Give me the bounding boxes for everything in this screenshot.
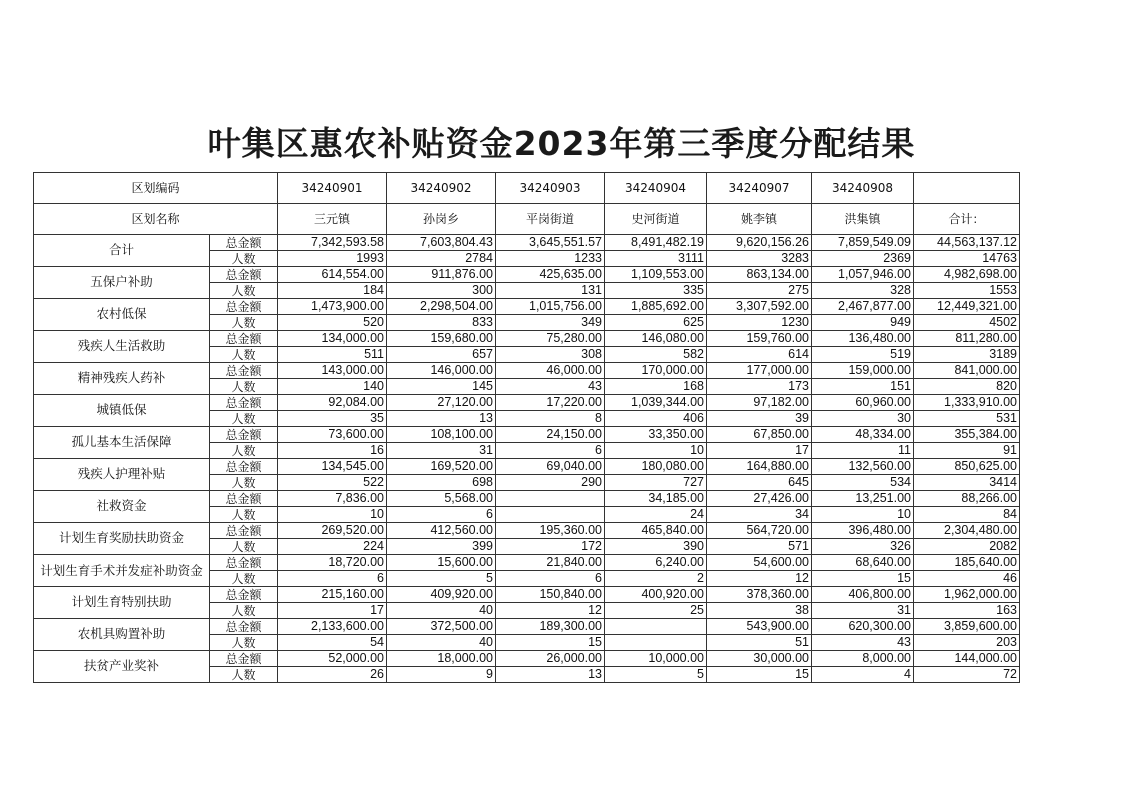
amount-cell: 146,000.00 [387,363,496,379]
people-cell: 833 [387,315,496,331]
people-cell: 24 [605,507,707,523]
amount-cell: 67,850.00 [707,427,812,443]
people-cell: 38 [707,603,812,619]
amount-cell: 2,304,480.00 [914,523,1020,539]
table-row-amount [34,587,1020,603]
amount-cell: 18,000.00 [387,651,496,667]
people-cell: 10 [812,507,914,523]
amount-cell: 75,280.00 [496,331,605,347]
amount-cell: 543,900.00 [707,619,812,635]
table-row-amount [34,427,1020,443]
table-row-amount [34,363,1020,379]
amount-cell: 863,134.00 [707,267,812,283]
amount-cell: 269,520.00 [278,523,387,539]
amount-cell: 108,100.00 [387,427,496,443]
header-name-cell: 姚李镇 [707,204,812,235]
people-cell: 390 [605,539,707,555]
category-name: 合计 [34,235,210,267]
people-cell: 399 [387,539,496,555]
amount-cell: 425,635.00 [496,267,605,283]
people-cell: 8 [496,411,605,427]
amount-cell: 620,300.00 [812,619,914,635]
people-cell: 5 [605,667,707,683]
amount-cell: 4,982,698.00 [914,267,1020,283]
amount-cell: 13,251.00 [812,491,914,507]
people-cell: 151 [812,379,914,395]
amount-cell: 34,185.00 [605,491,707,507]
header-code-cell: 34240904 [605,173,707,204]
amount-label: 总金额 [210,267,278,283]
people-cell: 1993 [278,251,387,267]
header-code-cell: 34240908 [812,173,914,204]
amount-label: 总金额 [210,555,278,571]
amount-cell: 146,080.00 [605,331,707,347]
people-label: 人数 [210,635,278,651]
amount-label: 总金额 [210,491,278,507]
amount-cell: 21,840.00 [496,555,605,571]
people-cell: 698 [387,475,496,491]
people-cell: 520 [278,315,387,331]
people-cell: 9 [387,667,496,683]
category-name: 城镇低保 [34,395,210,427]
amount-cell: 73,600.00 [278,427,387,443]
people-label: 人数 [210,475,278,491]
amount-label: 总金额 [210,395,278,411]
people-cell: 2784 [387,251,496,267]
people-cell: 326 [812,539,914,555]
amount-cell: 143,000.00 [278,363,387,379]
table-row-amount [34,331,1020,347]
amount-cell: 46,000.00 [496,363,605,379]
people-cell: 534 [812,475,914,491]
people-cell: 39 [707,411,812,427]
amount-cell: 134,545.00 [278,459,387,475]
people-cell: 16 [278,443,387,459]
people-cell: 949 [812,315,914,331]
header-code-cell [914,173,1020,204]
people-label: 人数 [210,251,278,267]
amount-cell: 2,467,877.00 [812,299,914,315]
amount-cell: 811,280.00 [914,331,1020,347]
people-cell: 328 [812,283,914,299]
amount-cell: 164,880.00 [707,459,812,475]
amount-cell: 17,220.00 [496,395,605,411]
table-row-amount [34,491,1020,507]
table-row-amount [34,299,1020,315]
people-cell: 15 [496,635,605,651]
people-label: 人数 [210,539,278,555]
people-cell: 571 [707,539,812,555]
amount-cell: 185,640.00 [914,555,1020,571]
people-cell: 614 [707,347,812,363]
amount-cell: 396,480.00 [812,523,914,539]
amount-label: 总金额 [210,523,278,539]
people-cell: 163 [914,603,1020,619]
people-label: 人数 [210,411,278,427]
people-cell: 35 [278,411,387,427]
category-name: 社救资金 [34,491,210,523]
people-cell: 91 [914,443,1020,459]
category-name: 计划生育特别扶助 [34,587,210,619]
amount-cell: 24,150.00 [496,427,605,443]
people-cell: 31 [812,603,914,619]
people-cell: 308 [496,347,605,363]
amount-cell: 30,000.00 [707,651,812,667]
table-row-amount [34,235,1020,251]
amount-label: 总金额 [210,235,278,251]
people-cell: 1553 [914,283,1020,299]
amount-cell: 136,480.00 [812,331,914,347]
amount-cell: 144,000.00 [914,651,1020,667]
people-cell: 84 [914,507,1020,523]
amount-cell: 132,560.00 [812,459,914,475]
amount-cell: 372,500.00 [387,619,496,635]
people-cell: 184 [278,283,387,299]
amount-cell: 1,015,756.00 [496,299,605,315]
header-name-cell: 史河街道 [605,204,707,235]
header-name-cell: 洪集镇 [812,204,914,235]
people-cell: 31 [387,443,496,459]
table-row-amount [34,267,1020,283]
people-cell: 511 [278,347,387,363]
amount-cell: 1,039,344.00 [605,395,707,411]
people-label: 人数 [210,443,278,459]
amount-label: 总金额 [210,363,278,379]
people-cell: 3414 [914,475,1020,491]
amount-cell: 3,645,551.57 [496,235,605,251]
people-cell: 15 [707,667,812,683]
amount-cell: 159,680.00 [387,331,496,347]
people-cell: 5 [387,571,496,587]
people-cell: 145 [387,379,496,395]
people-cell: 46 [914,571,1020,587]
amount-cell: 92,084.00 [278,395,387,411]
people-label: 人数 [210,667,278,683]
people-cell: 131 [496,283,605,299]
people-cell: 17 [278,603,387,619]
people-label: 人数 [210,603,278,619]
amount-cell: 134,000.00 [278,331,387,347]
table-row-amount [34,395,1020,411]
amount-cell: 2,298,504.00 [387,299,496,315]
people-cell: 14763 [914,251,1020,267]
header-name-label: 区划名称 [34,204,278,235]
amount-cell: 195,360.00 [496,523,605,539]
table-body [34,173,1020,683]
people-cell: 26 [278,667,387,683]
people-cell: 625 [605,315,707,331]
amount-cell: 6,240.00 [605,555,707,571]
people-cell: 531 [914,411,1020,427]
people-cell: 727 [605,475,707,491]
amount-cell: 8,491,482.19 [605,235,707,251]
amount-cell: 2,133,600.00 [278,619,387,635]
amount-cell: 7,836.00 [278,491,387,507]
amount-cell: 26,000.00 [496,651,605,667]
amount-cell: 564,720.00 [707,523,812,539]
amount-cell: 88,266.00 [914,491,1020,507]
amount-cell: 378,360.00 [707,587,812,603]
header-name-cell: 孙岗乡 [387,204,496,235]
people-cell: 406 [605,411,707,427]
table-row-amount [34,523,1020,539]
people-cell: 4 [812,667,914,683]
category-name: 五保户补助 [34,267,210,299]
amount-cell: 355,384.00 [914,427,1020,443]
amount-label: 总金额 [210,299,278,315]
amount-cell: 1,057,946.00 [812,267,914,283]
people-cell [605,635,707,651]
allocation-table [33,172,1020,683]
amount-cell: 465,840.00 [605,523,707,539]
people-label: 人数 [210,507,278,523]
amount-cell: 159,000.00 [812,363,914,379]
amount-cell: 841,000.00 [914,363,1020,379]
amount-cell: 850,625.00 [914,459,1020,475]
people-cell: 51 [707,635,812,651]
people-cell: 2369 [812,251,914,267]
category-name: 计划生育手术并发症补助资金 [34,555,210,587]
people-label: 人数 [210,379,278,395]
people-cell: 4502 [914,315,1020,331]
amount-cell: 170,000.00 [605,363,707,379]
amount-cell: 10,000.00 [605,651,707,667]
people-cell: 72 [914,667,1020,683]
amount-cell: 177,000.00 [707,363,812,379]
amount-cell: 1,473,900.00 [278,299,387,315]
amount-cell: 409,920.00 [387,587,496,603]
people-cell [496,507,605,523]
people-cell: 203 [914,635,1020,651]
category-name: 孤儿基本生活保障 [34,427,210,459]
people-cell: 300 [387,283,496,299]
people-label: 人数 [210,283,278,299]
people-cell: 6 [496,571,605,587]
amount-cell: 7,342,593.58 [278,235,387,251]
people-cell: 3111 [605,251,707,267]
amount-cell [496,491,605,507]
people-cell: 15 [812,571,914,587]
amount-cell: 215,160.00 [278,587,387,603]
people-cell: 645 [707,475,812,491]
amount-cell: 614,554.00 [278,267,387,283]
amount-cell: 1,962,000.00 [914,587,1020,603]
category-name: 农机具购置补助 [34,619,210,651]
category-name: 农村低保 [34,299,210,331]
people-cell: 582 [605,347,707,363]
amount-cell: 189,300.00 [496,619,605,635]
people-cell: 6 [278,571,387,587]
people-cell: 43 [812,635,914,651]
amount-cell: 48,334.00 [812,427,914,443]
people-cell: 40 [387,635,496,651]
people-cell: 519 [812,347,914,363]
amount-cell: 7,859,549.09 [812,235,914,251]
people-cell: 1233 [496,251,605,267]
people-cell: 168 [605,379,707,395]
people-cell: 13 [387,411,496,427]
amount-cell: 33,350.00 [605,427,707,443]
header-code-cell: 34240903 [496,173,605,204]
amount-cell: 52,000.00 [278,651,387,667]
amount-cell: 60,960.00 [812,395,914,411]
amount-cell: 69,040.00 [496,459,605,475]
people-cell: 40 [387,603,496,619]
people-cell: 820 [914,379,1020,395]
people-cell: 12 [496,603,605,619]
amount-label: 总金额 [210,459,278,475]
header-code-cell: 34240907 [707,173,812,204]
people-cell: 3283 [707,251,812,267]
amount-cell: 12,449,321.00 [914,299,1020,315]
people-cell: 2082 [914,539,1020,555]
people-cell: 335 [605,283,707,299]
header-name-cell: 三元镇 [278,204,387,235]
amount-cell: 8,000.00 [812,651,914,667]
people-cell: 2 [605,571,707,587]
amount-cell: 1,109,553.00 [605,267,707,283]
amount-cell: 7,603,804.43 [387,235,496,251]
people-cell: 13 [496,667,605,683]
amount-cell: 1,333,910.00 [914,395,1020,411]
people-cell: 30 [812,411,914,427]
header-code-cell: 34240901 [278,173,387,204]
people-cell: 349 [496,315,605,331]
category-name: 精神残疾人药补 [34,363,210,395]
people-cell: 140 [278,379,387,395]
amount-cell: 3,307,592.00 [707,299,812,315]
amount-cell: 68,640.00 [812,555,914,571]
people-cell: 10 [278,507,387,523]
page-title: 叶集区惠农补贴资金2023年第三季度分配结果 [207,124,916,163]
people-cell: 224 [278,539,387,555]
amount-cell: 412,560.00 [387,523,496,539]
table-row-amount [34,555,1020,571]
header-row-names [34,204,1020,235]
people-label: 人数 [210,315,278,331]
people-cell: 1230 [707,315,812,331]
amount-cell: 54,600.00 [707,555,812,571]
amount-label: 总金额 [210,587,278,603]
amount-cell: 18,720.00 [278,555,387,571]
people-cell: 10 [605,443,707,459]
amount-cell: 44,563,137.12 [914,235,1020,251]
amount-cell: 150,840.00 [496,587,605,603]
people-cell: 43 [496,379,605,395]
amount-cell: 400,920.00 [605,587,707,603]
people-cell: 54 [278,635,387,651]
amount-cell: 3,859,600.00 [914,619,1020,635]
category-name: 残疾人生活救助 [34,331,210,363]
people-label: 人数 [210,347,278,363]
amount-cell: 97,182.00 [707,395,812,411]
amount-label: 总金额 [210,651,278,667]
people-cell: 522 [278,475,387,491]
people-cell: 173 [707,379,812,395]
amount-cell [605,619,707,635]
people-cell: 17 [707,443,812,459]
amount-cell: 15,600.00 [387,555,496,571]
header-code-label: 区划编码 [34,173,278,204]
amount-label: 总金额 [210,427,278,443]
amount-label: 总金额 [210,331,278,347]
people-cell: 657 [387,347,496,363]
people-cell: 290 [496,475,605,491]
amount-cell: 5,568.00 [387,491,496,507]
amount-cell: 27,426.00 [707,491,812,507]
header-code-cell: 34240902 [387,173,496,204]
people-cell: 275 [707,283,812,299]
amount-cell: 180,080.00 [605,459,707,475]
amount-cell: 406,800.00 [812,587,914,603]
amount-cell: 911,876.00 [387,267,496,283]
people-cell: 6 [496,443,605,459]
header-name-cell: 合计： [914,204,1020,235]
table-row-amount [34,651,1020,667]
category-name: 残疾人护理补贴 [34,459,210,491]
people-cell: 6 [387,507,496,523]
people-label: 人数 [210,571,278,587]
amount-cell: 169,520.00 [387,459,496,475]
amount-cell: 159,760.00 [707,331,812,347]
header-row-codes [34,173,1020,204]
amount-label: 总金额 [210,619,278,635]
people-cell: 25 [605,603,707,619]
amount-cell: 1,885,692.00 [605,299,707,315]
category-name: 扶贫产业奖补 [34,651,210,683]
table-row-amount [34,619,1020,635]
people-cell: 11 [812,443,914,459]
header-name-cell: 平岗街道 [496,204,605,235]
people-cell: 172 [496,539,605,555]
table-row-amount [34,459,1020,475]
people-cell: 34 [707,507,812,523]
category-name: 计划生育奖励扶助资金 [34,523,210,555]
amount-cell: 27,120.00 [387,395,496,411]
people-cell: 3189 [914,347,1020,363]
people-cell: 12 [707,571,812,587]
amount-cell: 9,620,156.26 [707,235,812,251]
